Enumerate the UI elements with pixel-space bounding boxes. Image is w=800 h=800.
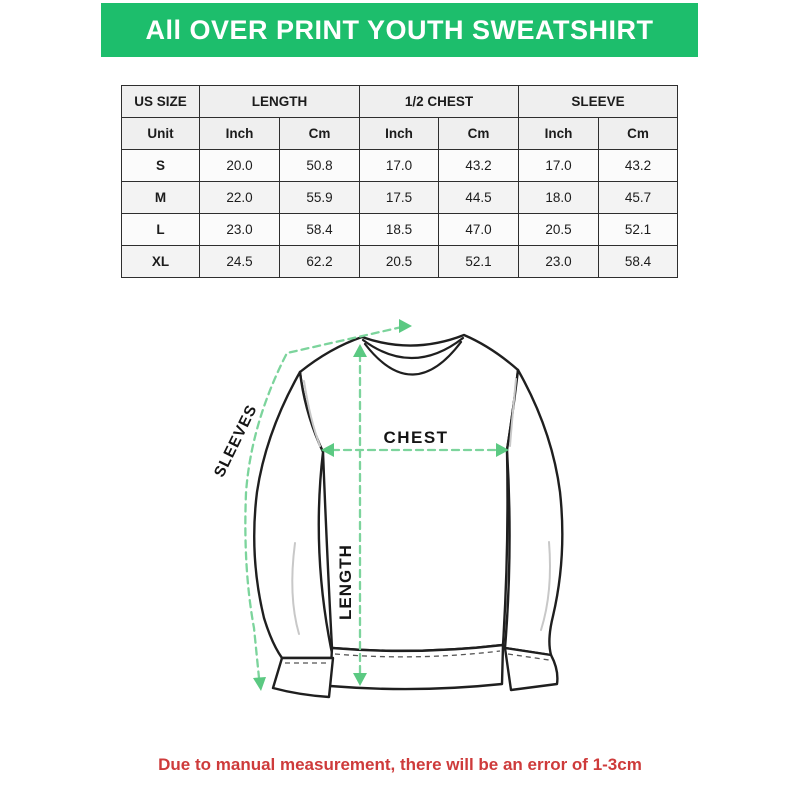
value-cell: 52.1 [599,214,678,246]
sweatshirt-body-outline [300,335,518,651]
value-cell: 43.2 [439,150,519,182]
unit-header-cell: Inch [200,118,280,150]
unit-header-row [122,118,678,150]
col-header-us-size: US SIZE [122,86,200,118]
title-banner [101,3,698,57]
size-cell: L [122,214,200,246]
sleeve-arrow-top-icon [399,319,412,333]
value-cell: 47.0 [439,214,519,246]
value-cell: 17.5 [360,182,439,214]
value-cell: 62.2 [280,246,360,278]
size-cell: M [122,182,200,214]
size-cell: S [122,150,200,182]
unit-header-cell: Cm [599,118,678,150]
value-cell: 23.0 [519,246,599,278]
table-row [122,246,678,278]
value-cell: 55.9 [280,182,360,214]
unit-header-cell: Unit [122,118,200,150]
value-cell: 18.5 [360,214,439,246]
left-cuff [273,658,333,697]
value-cell: 24.5 [200,246,280,278]
unit-header-cell: Inch [360,118,439,150]
value-cell: 43.2 [599,150,678,182]
group-header-row [122,86,678,118]
measurement-disclaimer: Due to manual measurement, there will be an error of 1-3cm [158,755,642,774]
value-cell: 20.0 [200,150,280,182]
value-cell: 58.4 [599,246,678,278]
unit-header-cell: Cm [439,118,519,150]
size-chart-table [121,85,678,278]
col-header-length: LENGTH [200,86,360,118]
value-cell: 52.1 [439,246,519,278]
length-label: LENGTH [336,544,355,620]
unit-header-cell: Cm [280,118,360,150]
table-row [122,182,678,214]
value-cell: 18.0 [519,182,599,214]
col-header-half-chest: 1/2 CHEST [360,86,519,118]
value-cell: 58.4 [280,214,360,246]
table-row [122,214,678,246]
value-cell: 20.5 [360,246,439,278]
value-cell: 50.8 [280,150,360,182]
sleeve-arrow-bottom-icon [253,677,266,691]
value-cell: 45.7 [599,182,678,214]
size-cell: XL [122,246,200,278]
value-cell: 17.0 [519,150,599,182]
value-cell: 20.5 [519,214,599,246]
value-cell: 23.0 [200,214,280,246]
value-cell: 44.5 [439,182,519,214]
sweatshirt-measurement-diagram [190,298,620,710]
chest-label: CHEST [383,428,449,447]
value-cell: 22.0 [200,182,280,214]
value-cell: 17.0 [360,150,439,182]
unit-header-cell: Inch [519,118,599,150]
hem-band [330,645,503,689]
page-title: All OVER PRINT YOUTH SWEATSHIRT [145,14,654,45]
sleeves-label: SLEEVES [211,402,261,481]
table-row [122,150,678,182]
col-header-sleeve: SLEEVE [519,86,678,118]
